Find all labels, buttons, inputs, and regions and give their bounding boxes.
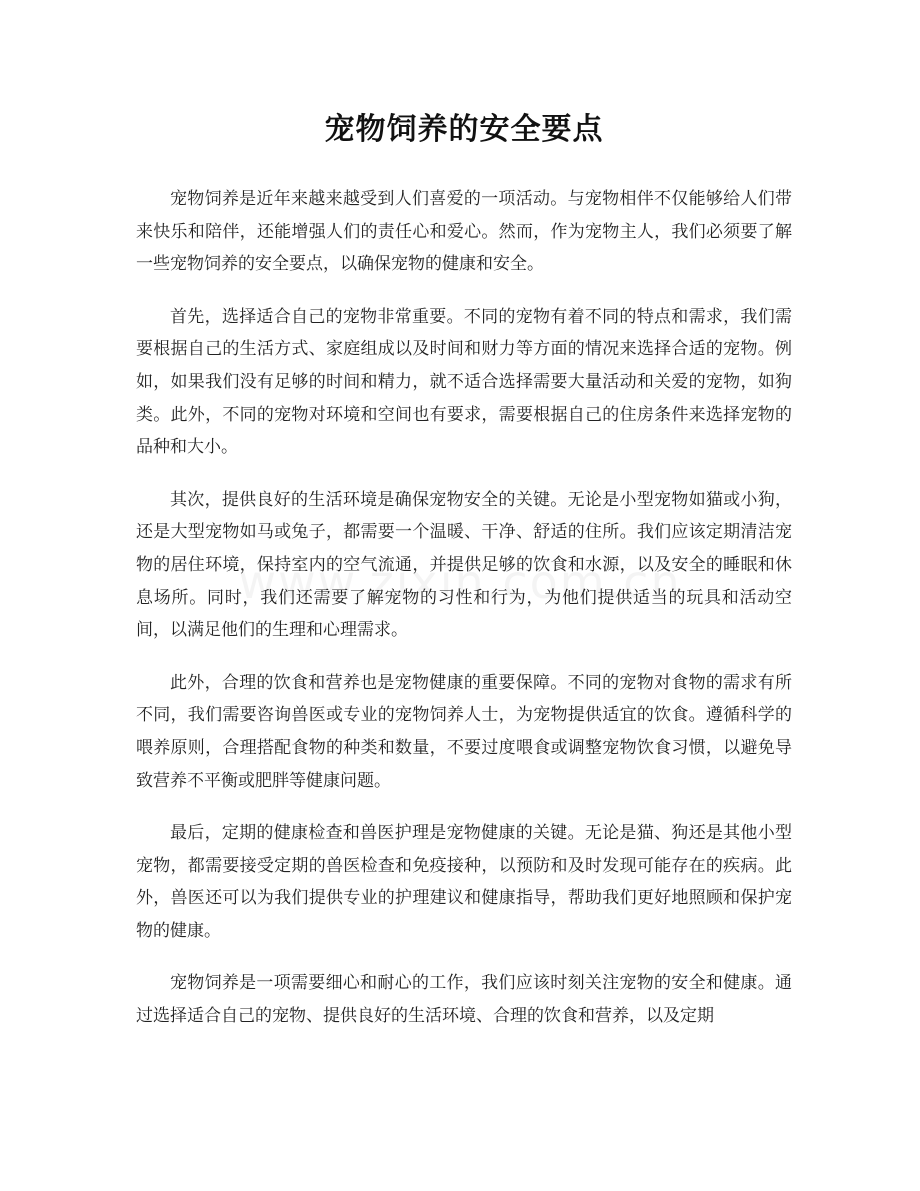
paragraph-living-environment: 其次，提供良好的生活环境是确保宠物安全的关键。无论是小型宠物如猫或小狗，还是大型宠物如马或兔子，都需要一个温暖、干净、舒适的住所。我们应该定期清洁宠物的居住环境，保持室内的空气流通，并提供足够的饮食和水源，以及安全的睡眠和休息场所。同时，我们还需要了解宠物的习性和行为，为他们提供适当的玩具和活动空间，以满足他们的生理和心理需求。 — [136, 489, 792, 641]
paragraph-diet-nutrition: 此外，合理的饮食和营养也是宠物健康的重要保障。不同的宠物对食物的需求有所不同，我们需要咨询兽医或专业的宠物饲养人士，为宠物提供适宜的饮食。遵循科学的喂养原则，合理搭配食物的种类和数量，不要过度喂食或调整宠物饮食习惯，以避免导致营养不平衡或肥胖等健康问题。 — [136, 672, 792, 791]
paragraph-conclusion: 宠物饲养是一项需要细心和耐心的工作，我们应该时刻关注宠物的安全和健康。通过选择适合自己的宠物、提供良好的生活环境、合理的饮食和营养，以及定期 — [136, 973, 792, 1027]
document-title: 宠物饲养的安全要点 — [324, 112, 604, 147]
paragraph-intro: 宠物饲养是近年来越来越受到人们喜爱的一项活动。与宠物相伴不仅能够给人们带来快乐和陪伴，还能增强人们的责任心和爱心。然而，作为宠物主人，我们必须要了解一些宠物饲养的安全要点，以确保宠物的健康和安全。 — [136, 189, 792, 275]
document-body — [136, 183, 792, 1033]
paragraph-choose-pet: 首先，选择适合自己的宠物非常重要。不同的宠物有着不同的特点和需求，我们需要根据自己的生活方式、家庭组成以及时间和财力等方面的情况来选择合适的宠物。例如，如果我们没有足够的时间和精力，就不适合选择需要大量活动和关爱的宠物，如狗类。此外，不同的宠物对环境和空间也有要求，需要根据自己的住房条件来选择宠物的品种和大小。 — [136, 306, 792, 458]
paragraph-health-checkup: 最后，定期的健康检查和兽医护理是宠物健康的关键。无论是猫、狗还是其他小型宠物，都需要接受定期的兽医检查和免疫接种，以预防和及时发现可能存在的疾病。此外，兽医还可以为我们提供专业的护理建议和健康指导，帮助我们更好地照顾和保护宠物的健康。 — [136, 823, 792, 941]
